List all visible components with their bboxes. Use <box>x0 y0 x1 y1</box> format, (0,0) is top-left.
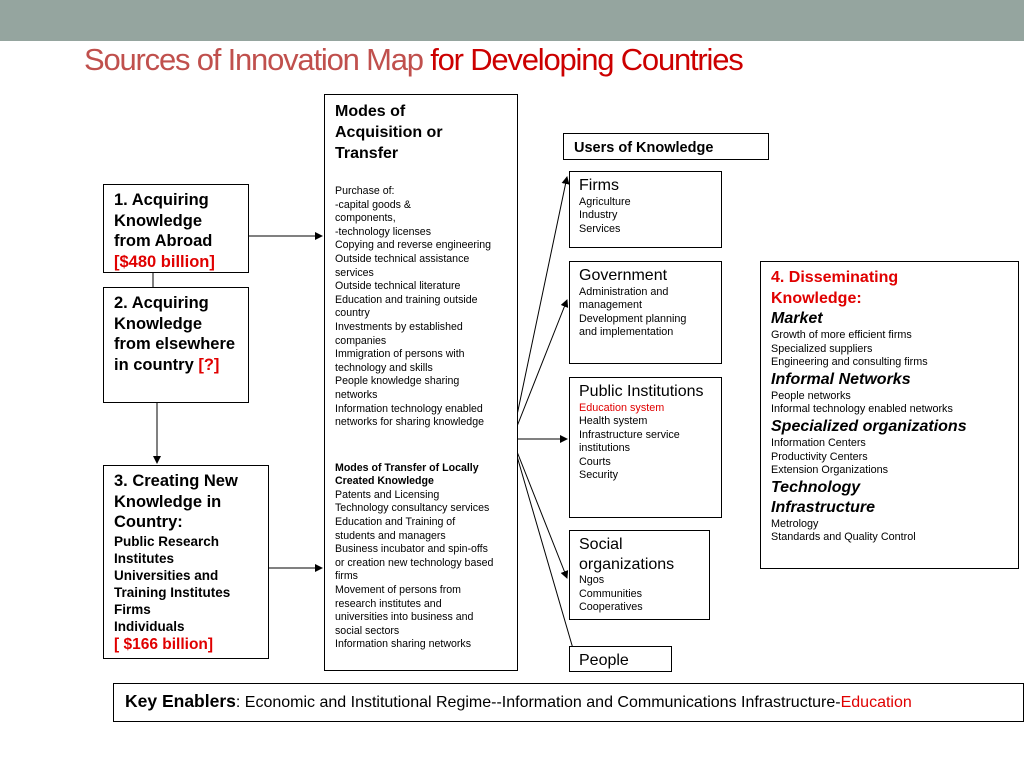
arrow-to-government <box>512 300 567 439</box>
modes-of-acquisition-box <box>324 94 518 671</box>
page-title: Sources of Innovation Map for Developing Countries <box>84 42 743 77</box>
source-acquiring-country: 2. Acquiring Knowledge from elsewhere in country [?] <box>103 287 249 403</box>
users-firms-box: Firms Agriculture Industry Services <box>569 171 722 248</box>
amount-abroad: [$480 billion] <box>114 252 215 271</box>
modes-title: Modes of Acquisition or Transfer <box>335 103 443 162</box>
source-acquiring-abroad: 1. Acquiring Knowledge from Abroad [$480 billion] <box>103 184 249 273</box>
users-people-box: People <box>569 646 672 672</box>
amount-creating: 166 billion] <box>132 635 214 653</box>
users-public-institutions-box: Public Institutions Education system Health system Infrastructure service institutions Courts Security <box>569 377 722 518</box>
users-social-organizations-box: Social organizations Ngos Communities Cooperatives <box>569 530 710 620</box>
arrow-to-social <box>512 439 567 578</box>
modes-list: Purchase of: -capital goods & components, -technology licenses Copying and reverse engineering Outside technical assistance services Outside technical literature Education and training outside country Investments by established companies Immigration of persons with technology and skills People knowledge sharing networks Information technology enabled networks for sharing knowledge <box>335 185 492 429</box>
source-creating-knowledge: 3. Creating New Knowledge in Country: Public Research Institutes Universities and Training Institutes Firms Individuals [ $166 billion] <box>103 465 269 659</box>
disseminating-knowledge-box: 4. Disseminating Knowledge: Market Growth of more efficient firms Specialized suppliers Engineering and consulting firms Informal Networks People networks Informal technology enabled networks Specialized organizations Information Centers Productivity Centers Extension Organizations Technology Infrastructure Metrology Standards and Quality Control <box>760 261 1019 569</box>
key-enablers-bar: Key Enablers: Economic and Institutional Regime--Information and Communications Infrastructure-Education <box>113 683 1024 722</box>
amount-country: [?] <box>198 355 220 374</box>
users-government-box: Government Administration and management Development planning and implementation <box>569 261 722 364</box>
arrow-to-firms <box>512 177 567 439</box>
modes-local-list: Modes of Transfer of Locally Created Knowledge Patents and Licensing Technology consultancy services Education and Training of students and managers Business incubator and spin-offs or creation new technology based firms Movement of persons from research institutes and universities into business and social sectors Information sharing networks <box>335 461 494 651</box>
users-of-knowledge-heading: Users of Knowledge <box>563 133 769 160</box>
arrow-to-people <box>512 439 576 659</box>
